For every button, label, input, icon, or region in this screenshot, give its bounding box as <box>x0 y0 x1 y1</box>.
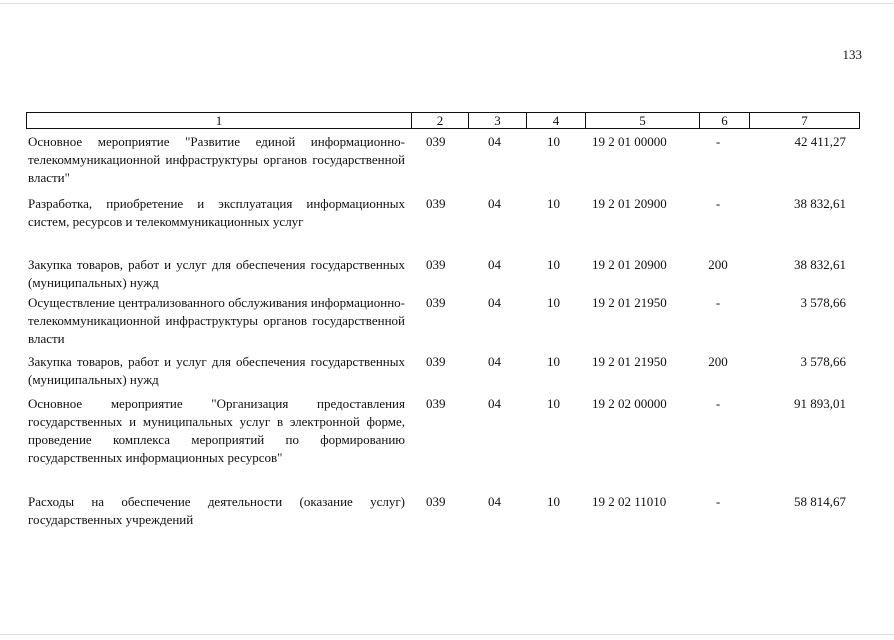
cell-col-4: 10 <box>547 295 560 310</box>
cell-col-6: - <box>715 295 721 310</box>
cell-col-3: 04 <box>488 494 501 509</box>
cell-col-4: 10 <box>547 196 560 211</box>
cell-col-6: - <box>715 494 721 509</box>
row-description: Закупка товаров, работ и услуг для обеспечения государственных (муниципальных) нужд <box>28 354 405 387</box>
header-col-1: 1 <box>27 113 412 128</box>
row-description: Основное мероприятие "Организация предоставления государственных и муниципальных услуг в электронной форме, проведение комплекса мероприятий по формированию государственных информационных ресурсов" <box>28 396 405 465</box>
cell-col-6: - <box>715 396 721 411</box>
header-col-7: 7 <box>801 113 808 128</box>
row-description: Расходы на обеспечение деятельности (оказание услуг) государственных учреждений <box>28 494 405 527</box>
cell-col-2: 039 <box>426 354 446 369</box>
cell-col-7: 42 411,27 <box>794 134 846 149</box>
cell-col-7: 58 814,67 <box>794 494 846 509</box>
cell-col-6: 200 <box>708 354 728 369</box>
cell-col-6: - <box>715 196 721 211</box>
row-description: Разработка, приобретение и эксплуатация информационных систем, ресурсов и телекоммуникационных услуг <box>28 196 405 229</box>
cell-col-3: 04 <box>488 354 501 369</box>
cell-col-2: 039 <box>426 295 446 310</box>
cell-col-2: 039 <box>426 396 446 411</box>
cell-col-2: 039 <box>426 494 446 509</box>
cell-col-5: 19 2 02 11010 <box>592 494 667 509</box>
cell-col-2: 039 <box>426 257 446 272</box>
cell-col-5: 19 2 01 00000 <box>592 134 667 149</box>
scan-edge-bottom <box>0 634 894 635</box>
row-description: Закупка товаров, работ и услуг для обеспечения государственных (муниципальных) нужд <box>28 257 405 290</box>
cell-col-3: 04 <box>488 257 501 272</box>
cell-col-3: 04 <box>488 134 501 149</box>
cell-col-4: 10 <box>547 134 560 149</box>
cell-col-4: 10 <box>547 494 560 509</box>
cell-col-6: 200 <box>708 257 728 272</box>
header-col-3: 3 <box>469 113 527 128</box>
cell-col-7: 3 578,66 <box>800 295 846 310</box>
cell-col-4: 10 <box>547 257 560 272</box>
cell-col-2: 039 <box>426 196 446 211</box>
cell-col-3: 04 <box>488 396 501 411</box>
cell-col-5: 19 2 01 21950 <box>592 295 667 310</box>
cell-col-7: 38 832,61 <box>794 196 846 211</box>
cell-col-5: 19 2 01 20900 <box>592 196 667 211</box>
table-header <box>26 112 860 129</box>
page-number: 133 <box>842 47 862 62</box>
header-col-4: 4 <box>527 113 586 128</box>
cell-col-7: 91 893,01 <box>794 396 846 411</box>
cell-col-5: 19 2 01 21950 <box>592 354 667 369</box>
cell-col-6: - <box>715 134 721 149</box>
header-col-6: 6 <box>700 113 750 128</box>
cell-col-5: 19 2 01 20900 <box>592 257 667 272</box>
cell-col-5: 19 2 02 00000 <box>592 396 667 411</box>
cell-col-3: 04 <box>488 196 501 211</box>
row-description: Основное мероприятие "Развитие единой информационно-телекоммуникационной инфраструктуры органов государственной власти" <box>28 134 405 185</box>
cell-col-4: 10 <box>547 354 560 369</box>
scan-edge <box>0 3 894 4</box>
cell-col-2: 039 <box>426 134 446 149</box>
header-col-2: 2 <box>412 113 469 128</box>
cell-col-7: 3 578,66 <box>800 354 846 369</box>
cell-col-4: 10 <box>547 396 560 411</box>
row-description: Осуществление централизованного обслуживания информационно-телекоммуникационной инфраструктуры органов государственной власти <box>28 295 405 346</box>
header-col-5: 5 <box>586 113 700 128</box>
cell-col-7: 38 832,61 <box>794 257 846 272</box>
cell-col-3: 04 <box>488 295 501 310</box>
